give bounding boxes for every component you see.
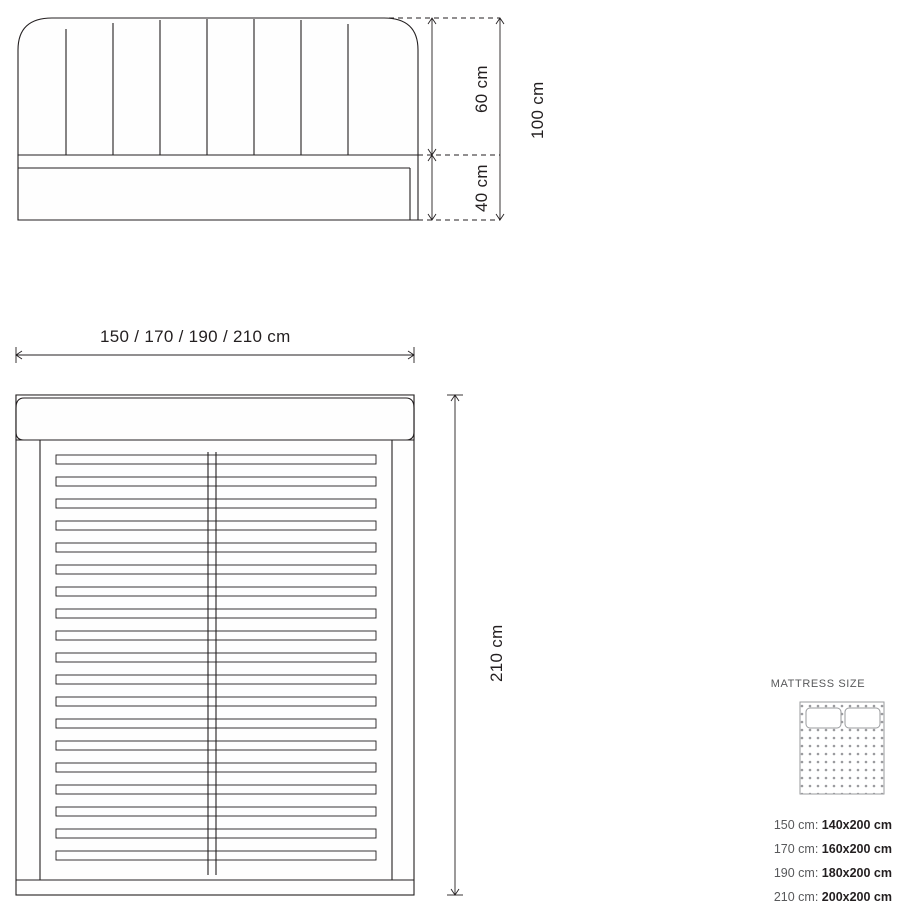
top-view-group xyxy=(16,395,414,895)
legend-row xyxy=(700,890,892,904)
legend-frame-size: 210 cm: xyxy=(773,890,819,904)
front-view-group xyxy=(18,18,418,220)
legend-frame-size: 150 cm: xyxy=(773,818,819,832)
dimension-label-width-options: 150 / 170 / 190 / 210 cm xyxy=(100,327,291,346)
legend-frame-size: 170 cm: xyxy=(773,842,819,856)
bed-frame-top-outline xyxy=(16,395,414,895)
mattress-size-icon xyxy=(800,702,884,794)
headboard-outline xyxy=(18,18,418,155)
dimension-label-height-upper: 60 cm xyxy=(472,65,491,113)
legend-mattress-size: 200x200 cm xyxy=(821,890,892,904)
legend-row xyxy=(700,818,892,832)
dimension-label-height-total: 100 cm xyxy=(528,81,547,139)
top-view-width-dimension xyxy=(16,347,414,363)
legend-frame-size: 190 cm: xyxy=(773,866,819,880)
bed-base-front xyxy=(18,155,418,220)
legend-mattress-size: 160x200 cm xyxy=(821,842,892,856)
legend-mattress-size: 140x200 cm xyxy=(821,818,892,832)
top-view-length-dimension xyxy=(447,395,463,895)
legend-row xyxy=(700,842,892,856)
dimension-label-length-total: 210 cm xyxy=(487,624,506,682)
headboard-top xyxy=(16,395,414,440)
legend-row xyxy=(700,866,892,880)
legend-title: MATTRESS SIZE xyxy=(770,678,866,690)
legend-mattress-size: 180x200 cm xyxy=(821,866,892,880)
mattress-size-legend xyxy=(748,678,888,696)
legend-rows xyxy=(700,818,892,914)
dimension-label-height-lower: 40 cm xyxy=(472,164,491,212)
